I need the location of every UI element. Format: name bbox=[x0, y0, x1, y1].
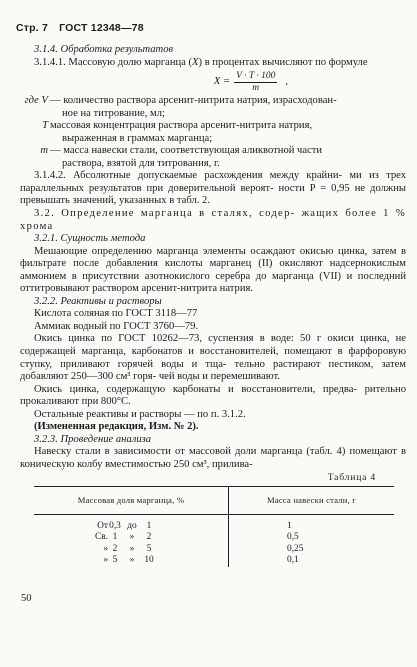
table-row: От 0,3 до 1 1 bbox=[34, 514, 394, 532]
table-4 bbox=[34, 486, 394, 567]
table-header-mass: Масса навески стали, г bbox=[229, 487, 395, 515]
section-3-1-4: 3.1.4. Обработка результатов bbox=[34, 44, 174, 55]
page-body bbox=[20, 44, 406, 567]
formula-denominator: m bbox=[252, 82, 260, 93]
table-row: Св. 1 » 2 0,5 bbox=[34, 532, 394, 544]
formula-numerator: V · T · 100 bbox=[236, 70, 276, 81]
formula-lhs: X = bbox=[213, 75, 231, 87]
header-page: Стр. 7 bbox=[16, 22, 49, 34]
table-row: » 5 » 10 0,1 bbox=[34, 555, 394, 567]
formula-fraction bbox=[234, 71, 277, 94]
table-caption: Таблица 4 bbox=[327, 471, 376, 483]
page-header bbox=[16, 22, 152, 35]
section-3-2-3: 3.2.3. Проведение анализа bbox=[34, 433, 152, 445]
section-3-2-1: 3.2.1. Сущность метода bbox=[34, 233, 146, 245]
paragraph-other-reagents: Остальные реактивы и растворы — по п. 3.1.2. bbox=[34, 408, 246, 420]
section-3-1-4-1: 3.1.4.1. Массовую долю марганца (X) в процентах вычисляют по формуле bbox=[34, 56, 368, 68]
table-header-manganese: Массовая доля марганца, % bbox=[34, 487, 229, 515]
page-number: 50 bbox=[21, 593, 32, 604]
table-row: » 2 » 5 0,25 bbox=[34, 544, 394, 556]
where-term: T массовая концентрация раствора арсенит-нитрита натрия, выраженная в граммах марганца; bbox=[42, 120, 313, 144]
reagent-hcl: Кислота соляная по ГОСТ 3118—77 bbox=[34, 308, 198, 320]
paragraph-3-2-1: Мешающие определению марганца элементы осаждают окисью цинка, затем в фильтрате после добавления кислоты марганец (II) окисляют надсернокислым аммонием в присутствии азотнокислого серебра до марганца (VII) и последний оттитровывают раствором арсенит-нитрита натрия. bbox=[20, 245, 406, 295]
paragraph-zinc-oxide-2: Окись цинка, содержащую карбонаты и восстановители, предва- рительно прокаливают при 800°С. bbox=[20, 383, 406, 408]
section-3-1-4-2: 3.1.4.2. Абсолютные допускаемые расхождения между крайни- ми из трех параллельных результатов при доверительной вероят- ности P = 0,95 не должны превышать значений, указанных в табл. 2. bbox=[20, 170, 406, 207]
section-3-2-2: 3.2.2. Реактивы и растворы bbox=[34, 295, 162, 307]
amended-note: (Измененная редакция, Изм. № 2). bbox=[34, 421, 199, 433]
paragraph-zinc-oxide: Окись цинка по ГОСТ 10262—73, суспензия в воде: 50 г окиси цинка, не содержащей марганца, карбонатов и восстановителей, помещают в фарфоровую ступку, приливают горячей воды и тща- тельно растирают пестиком, затем добавляют 250—300 см³ горя- чей воды и перемешивают. bbox=[20, 333, 406, 383]
where-term: где V — количество раствора арсенит-нитрита натрия, израсходован- ное на титрование, мл; bbox=[24, 95, 337, 119]
formula-tail: , bbox=[285, 75, 288, 87]
header-standard: ГОСТ 12348—78 bbox=[59, 22, 144, 34]
reagent-ammonia: Аммиак водный по ГОСТ 3760—79. bbox=[34, 320, 199, 332]
paragraph-3-2-3: Навеску стали в зависимости от массовой доли марганца (табл. 4) помещают в коническую колбу вместимостью 250 см³, прилива- bbox=[20, 446, 406, 470]
where-term: m — масса навески стали, соответствующая аликвотной части раствора, взятой для титрования, г. bbox=[40, 145, 323, 169]
section-3-2: 3.2. Определение марганца в сталях, содер- жащих более 1 % хрома bbox=[20, 208, 406, 232]
formula bbox=[20, 69, 406, 95]
